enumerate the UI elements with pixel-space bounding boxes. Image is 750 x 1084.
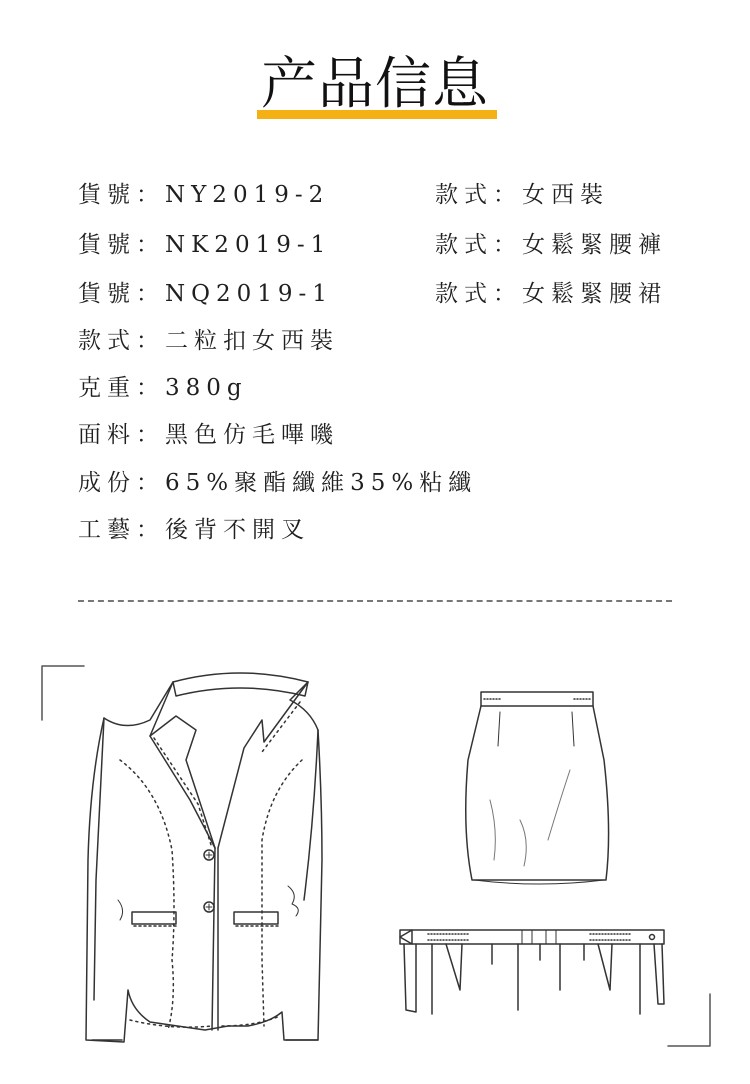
spec-row-item-no-3	[78, 277, 667, 311]
spec-row-craft	[78, 513, 310, 547]
spec-label: 款式：	[435, 232, 522, 258]
spec-row-fabric	[78, 418, 339, 452]
spec-row-composition	[78, 466, 477, 500]
spec-value: 後背不開叉	[165, 517, 310, 543]
spec-value: 二粒扣女西裝	[165, 328, 339, 354]
title-block	[0, 52, 750, 132]
frame-corner-top-left	[42, 666, 84, 720]
spec-row-item-no-1	[78, 178, 609, 212]
spec-label: 貨號：	[78, 182, 165, 208]
spec-value: NQ2019-1	[165, 281, 333, 307]
garment-illustrations	[0, 640, 750, 1084]
spec-label: 工藝：	[78, 517, 165, 543]
spec-row-weight	[78, 371, 248, 405]
frame-corner-bottom-right	[668, 994, 710, 1046]
spec-label: 款式：	[435, 281, 522, 307]
trousers-illustration	[400, 930, 664, 1014]
spec-label: 款式：	[78, 328, 165, 354]
spec-style	[435, 277, 667, 311]
spec-label: 款式：	[435, 182, 522, 208]
jacket-illustration	[86, 673, 322, 1042]
spec-value: 65%聚酯纖維35%粘纖	[165, 470, 478, 496]
spec-label: 貨號：	[78, 281, 165, 307]
spec-style	[435, 228, 667, 262]
spec-value: NY2019-2	[165, 182, 330, 208]
spec-label: 貨號：	[78, 232, 165, 258]
skirt-illustration	[466, 692, 609, 884]
spec-value: 女西裝	[522, 182, 609, 208]
dashed-divider	[78, 600, 672, 602]
spec-value: NK2019-1	[165, 232, 332, 258]
spec-label: 克重：	[78, 375, 165, 401]
spec-label: 成份：	[78, 470, 165, 496]
spec-value: 女鬆緊腰裙	[522, 281, 667, 307]
spec-style	[435, 178, 609, 212]
spec-label: 面料：	[78, 422, 165, 448]
spec-value: 黑色仿毛嗶嘰	[165, 422, 339, 448]
spec-row-style	[78, 324, 339, 358]
spec-value: 女鬆緊腰褲	[522, 232, 667, 258]
page-title: 产品信息	[261, 52, 489, 117]
spec-value: 380g	[165, 375, 248, 401]
spec-row-item-no-2	[78, 228, 667, 262]
